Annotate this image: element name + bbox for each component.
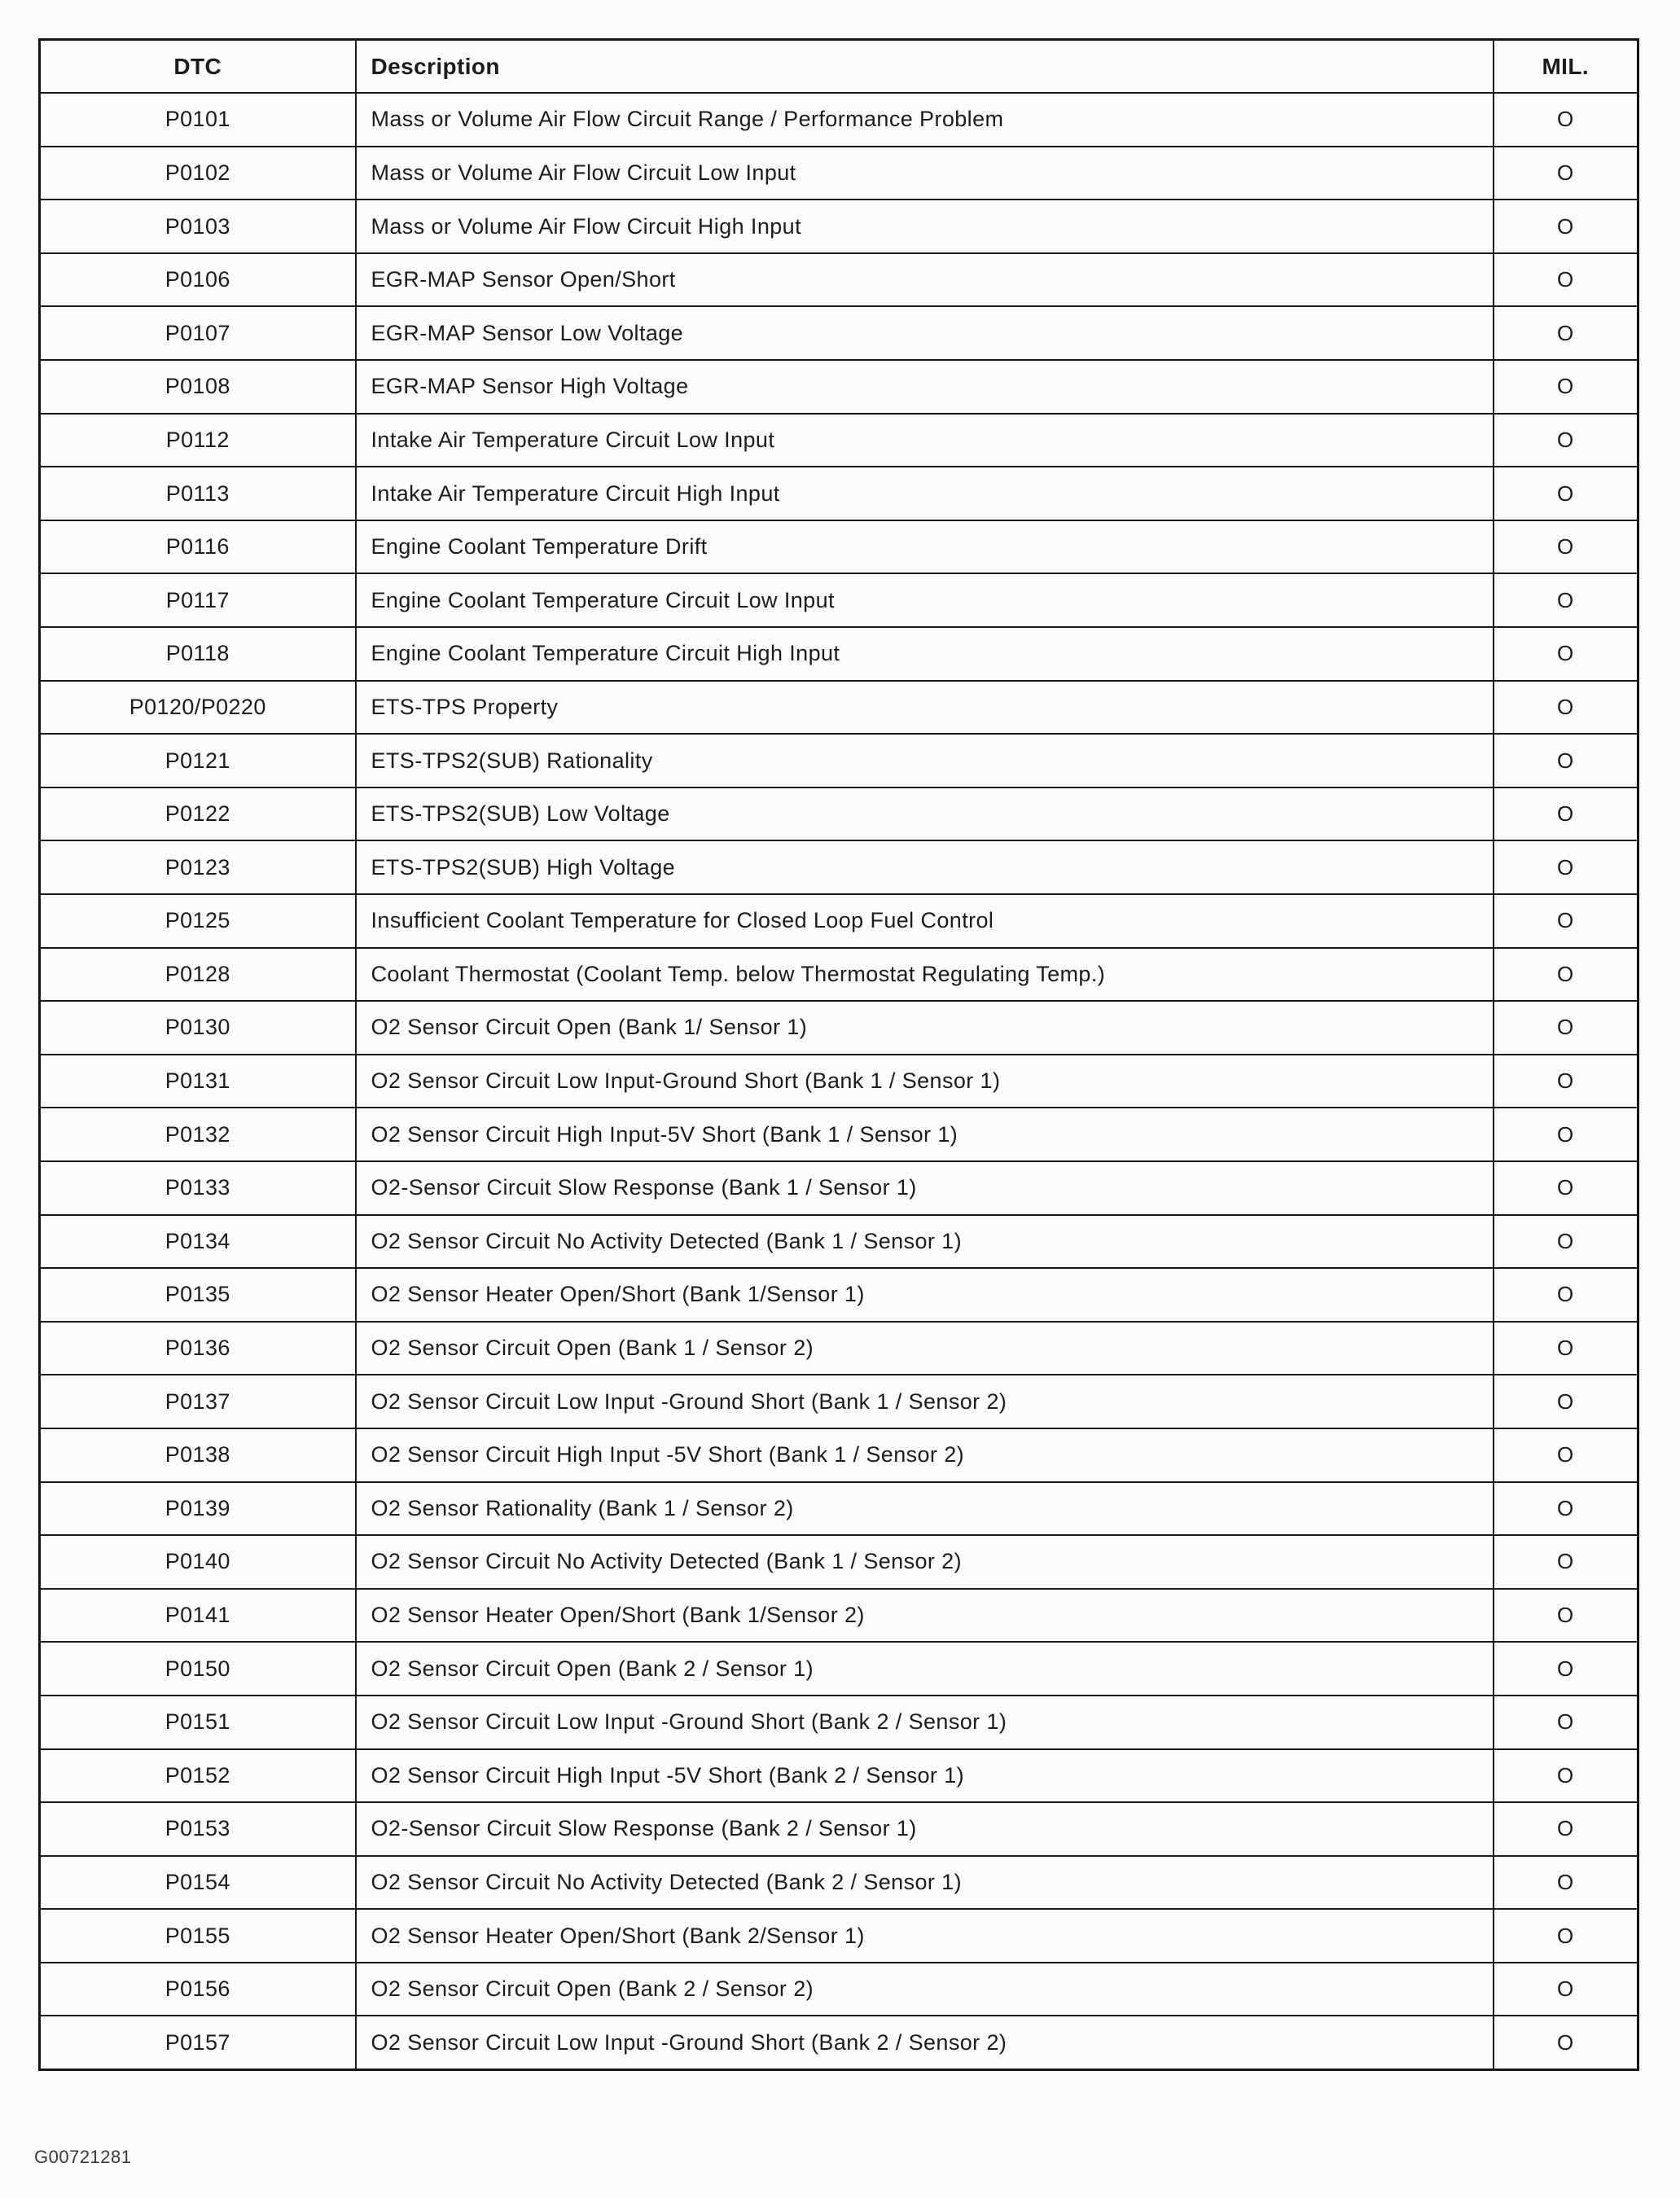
dtc-description: Mass or Volume Air Flow Circuit Low Input [356, 147, 1494, 200]
dtc-code: P0125 [40, 894, 356, 948]
dtc-code: P0107 [40, 306, 356, 360]
dtc-description: Engine Coolant Temperature Circuit High Input [356, 627, 1494, 681]
dtc-code: P0116 [40, 520, 356, 574]
dtc-description: EGR-MAP Sensor High Voltage [356, 360, 1494, 414]
dtc-table-grid [38, 38, 1639, 2071]
dtc-description: EGR-MAP Sensor Open/Short [356, 253, 1494, 307]
mil-indicator: O [1494, 467, 1638, 520]
dtc-code: P0132 [40, 1108, 356, 1161]
dtc-description: O2 Sensor Circuit Low Input-Ground Short (Bank 1 / Sensor 1) [356, 1055, 1494, 1108]
header-description: Description [356, 40, 1494, 94]
dtc-code: P0141 [40, 1589, 356, 1643]
table-row [40, 1589, 1638, 1643]
table-row [40, 467, 1638, 520]
mil-indicator: O [1494, 1108, 1638, 1161]
mil-indicator: O [1494, 1055, 1638, 1108]
table-row [40, 414, 1638, 467]
mil-indicator: O [1494, 681, 1638, 735]
dtc-code: P0154 [40, 1856, 356, 1910]
table-row [40, 200, 1638, 253]
dtc-description: Insufficient Coolant Temperature for Closed Loop Fuel Control [356, 894, 1494, 948]
table-row [40, 1696, 1638, 1749]
dtc-description: O2 Sensor Circuit Low Input -Ground Short (Bank 2 / Sensor 2) [356, 2016, 1494, 2069]
table-row [40, 93, 1638, 147]
dtc-code: P0103 [40, 200, 356, 253]
mil-indicator: O [1494, 734, 1638, 788]
dtc-description: O2 Sensor Circuit Open (Bank 1/ Sensor 1) [356, 1001, 1494, 1055]
dtc-description: ETS-TPS2(SUB) High Voltage [356, 840, 1494, 894]
table-row [40, 840, 1638, 894]
table-row [40, 1428, 1638, 1482]
mil-indicator: O [1494, 1696, 1638, 1749]
table-row [40, 1055, 1638, 1108]
mil-indicator: O [1494, 1375, 1638, 1428]
mil-indicator: O [1494, 1322, 1638, 1375]
dtc-code: P0108 [40, 360, 356, 414]
mil-indicator: O [1494, 1589, 1638, 1643]
table-row [40, 788, 1638, 841]
dtc-table [38, 38, 1637, 2071]
dtc-description: O2 Sensor Circuit Open (Bank 2 / Sensor 1) [356, 1642, 1494, 1696]
dtc-description: O2 Sensor Circuit High Input -5V Short (Bank 1 / Sensor 2) [356, 1428, 1494, 1482]
mil-indicator: O [1494, 627, 1638, 681]
dtc-code: P0136 [40, 1322, 356, 1375]
mil-indicator: O [1494, 1001, 1638, 1055]
dtc-description: Intake Air Temperature Circuit Low Input [356, 414, 1494, 467]
dtc-code: P0151 [40, 1696, 356, 1749]
table-row [40, 627, 1638, 681]
table-row [40, 1268, 1638, 1322]
table-row [40, 1322, 1638, 1375]
table-row [40, 573, 1638, 627]
table-row [40, 1108, 1638, 1161]
mil-indicator: O [1494, 306, 1638, 360]
dtc-code: P0133 [40, 1161, 356, 1215]
table-row [40, 253, 1638, 307]
header-dtc: DTC [40, 40, 356, 94]
table-body [40, 93, 1638, 2069]
mil-indicator: O [1494, 1535, 1638, 1589]
table-row [40, 520, 1638, 574]
table-row [40, 948, 1638, 1002]
dtc-description: O2-Sensor Circuit Slow Response (Bank 1 / Sensor 1) [356, 1161, 1494, 1215]
dtc-code: P0134 [40, 1215, 356, 1269]
dtc-code: P0152 [40, 1749, 356, 1803]
header-mil: MIL. [1494, 40, 1638, 94]
dtc-description: O2 Sensor Heater Open/Short (Bank 2/Sensor 1) [356, 1909, 1494, 1963]
table-row [40, 360, 1638, 414]
mil-indicator: O [1494, 1482, 1638, 1536]
mil-indicator: O [1494, 520, 1638, 574]
mil-indicator: O [1494, 948, 1638, 1002]
table-row [40, 1802, 1638, 1856]
mil-indicator: O [1494, 93, 1638, 147]
mil-indicator: O [1494, 1909, 1638, 1963]
dtc-code: P0139 [40, 1482, 356, 1536]
dtc-code: P0121 [40, 734, 356, 788]
mil-indicator: O [1494, 788, 1638, 841]
dtc-code: P0137 [40, 1375, 356, 1428]
table-row [40, 734, 1638, 788]
table-row [40, 894, 1638, 948]
table-row [40, 1909, 1638, 1963]
mil-indicator: O [1494, 840, 1638, 894]
dtc-description: ETS-TPS2(SUB) Low Voltage [356, 788, 1494, 841]
table-header-row [40, 40, 1638, 94]
mil-indicator: O [1494, 1963, 1638, 2016]
dtc-description: Engine Coolant Temperature Drift [356, 520, 1494, 574]
table-row [40, 1856, 1638, 1910]
dtc-code: P0106 [40, 253, 356, 307]
dtc-description: O2 Sensor Circuit No Activity Detected (Bank 1 / Sensor 1) [356, 1215, 1494, 1269]
dtc-code: P0122 [40, 788, 356, 841]
dtc-description: O2 Sensor Circuit High Input-5V Short (Bank 1 / Sensor 1) [356, 1108, 1494, 1161]
dtc-code: P0156 [40, 1963, 356, 2016]
dtc-code: P0112 [40, 414, 356, 467]
dtc-code: P0113 [40, 467, 356, 520]
dtc-description: Intake Air Temperature Circuit High Input [356, 467, 1494, 520]
dtc-code: P0120/P0220 [40, 681, 356, 735]
dtc-code: P0117 [40, 573, 356, 627]
table-row [40, 1375, 1638, 1428]
dtc-description: O2 Sensor Circuit No Activity Detected (Bank 2 / Sensor 1) [356, 1856, 1494, 1910]
dtc-code: P0138 [40, 1428, 356, 1482]
table-row [40, 681, 1638, 735]
mil-indicator: O [1494, 360, 1638, 414]
dtc-description: O2 Sensor Circuit No Activity Detected (Bank 1 / Sensor 2) [356, 1535, 1494, 1589]
table-row [40, 2016, 1638, 2069]
dtc-code: P0101 [40, 93, 356, 147]
dtc-description: Engine Coolant Temperature Circuit Low Input [356, 573, 1494, 627]
mil-indicator: O [1494, 1161, 1638, 1215]
mil-indicator: O [1494, 1215, 1638, 1269]
dtc-code: P0140 [40, 1535, 356, 1589]
mil-indicator: O [1494, 1428, 1638, 1482]
table-row [40, 1963, 1638, 2016]
mil-indicator: O [1494, 414, 1638, 467]
dtc-description: O2 Sensor Circuit Low Input -Ground Short (Bank 1 / Sensor 2) [356, 1375, 1494, 1428]
dtc-description: Mass or Volume Air Flow Circuit Range / Performance Problem [356, 93, 1494, 147]
table-row [40, 1215, 1638, 1269]
table-row [40, 1642, 1638, 1696]
mil-indicator: O [1494, 147, 1638, 200]
table-row [40, 306, 1638, 360]
dtc-code: P0155 [40, 1909, 356, 1963]
dtc-code: P0157 [40, 2016, 356, 2069]
dtc-description: O2 Sensor Circuit High Input -5V Short (Bank 2 / Sensor 1) [356, 1749, 1494, 1803]
mil-indicator: O [1494, 1642, 1638, 1696]
mil-indicator: O [1494, 200, 1638, 253]
mil-indicator: O [1494, 1802, 1638, 1856]
dtc-description: ETS-TPS2(SUB) Rationality [356, 734, 1494, 788]
dtc-code: P0123 [40, 840, 356, 894]
dtc-description: Coolant Thermostat (Coolant Temp. below Thermostat Regulating Temp.) [356, 948, 1494, 1002]
mil-indicator: O [1494, 253, 1638, 307]
dtc-description: Mass or Volume Air Flow Circuit High Input [356, 200, 1494, 253]
mil-indicator: O [1494, 1856, 1638, 1910]
mil-indicator: O [1494, 1268, 1638, 1322]
dtc-code: P0153 [40, 1802, 356, 1856]
dtc-code: P0130 [40, 1001, 356, 1055]
dtc-description: O2-Sensor Circuit Slow Response (Bank 2 / Sensor 1) [356, 1802, 1494, 1856]
dtc-description: O2 Sensor Heater Open/Short (Bank 1/Sensor 1) [356, 1268, 1494, 1322]
mil-indicator: O [1494, 573, 1638, 627]
dtc-code: P0128 [40, 948, 356, 1002]
mil-indicator: O [1494, 2016, 1638, 2069]
table-row [40, 147, 1638, 200]
dtc-description: O2 Sensor Heater Open/Short (Bank 1/Sensor 2) [356, 1589, 1494, 1643]
dtc-code: P0150 [40, 1642, 356, 1696]
dtc-code: P0135 [40, 1268, 356, 1322]
mil-indicator: O [1494, 1749, 1638, 1803]
dtc-description: O2 Sensor Circuit Low Input -Ground Short (Bank 2 / Sensor 1) [356, 1696, 1494, 1749]
dtc-code: P0102 [40, 147, 356, 200]
table-row [40, 1482, 1638, 1536]
dtc-description: ETS-TPS Property [356, 681, 1494, 735]
table-row [40, 1749, 1638, 1803]
mil-indicator: O [1494, 894, 1638, 948]
figure-code: G00721281 [34, 2147, 132, 2167]
dtc-description: EGR-MAP Sensor Low Voltage [356, 306, 1494, 360]
table-row [40, 1535, 1638, 1589]
dtc-code: P0118 [40, 627, 356, 681]
dtc-description: O2 Sensor Circuit Open (Bank 1 / Sensor 2) [356, 1322, 1494, 1375]
dtc-description: O2 Sensor Circuit Open (Bank 2 / Sensor 2) [356, 1963, 1494, 2016]
dtc-description: O2 Sensor Rationality (Bank 1 / Sensor 2) [356, 1482, 1494, 1536]
table-row [40, 1161, 1638, 1215]
table-row [40, 1001, 1638, 1055]
dtc-code: P0131 [40, 1055, 356, 1108]
